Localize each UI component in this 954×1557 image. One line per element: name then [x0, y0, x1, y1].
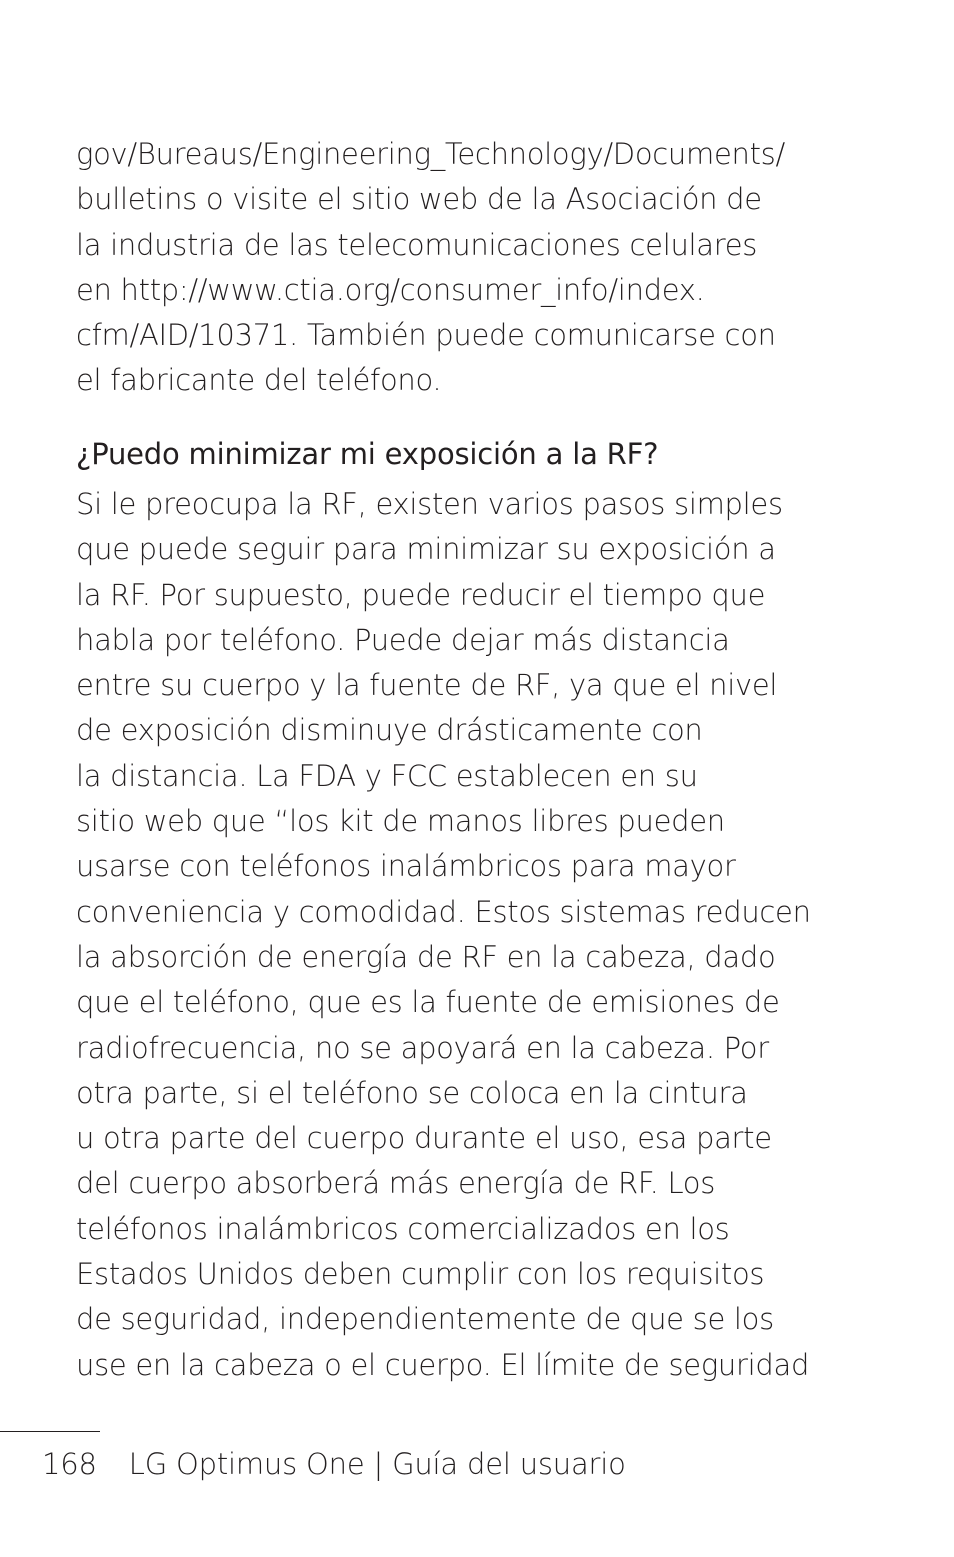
text-line: la distancia. La FDA y FCC establecen en su	[76, 758, 698, 793]
text-line: de exposición disminuye drásticamente con	[76, 713, 703, 748]
section-body-paragraph	[76, 482, 936, 1388]
text-line: u otra parte del cuerpo durante el uso, esa parte	[76, 1121, 772, 1156]
text-line: entre su cuerpo y la fuente de RF, ya que el nivel	[76, 668, 778, 703]
text-line: que el teléfono, que es la fuente de emisiones de	[76, 985, 780, 1020]
section-heading: ¿Puedo minimizar mi exposición a la RF?	[76, 437, 659, 471]
text-line: en http://www.ctia.org/consumer_info/index.	[76, 272, 705, 307]
text-line: Si le preocupa la RF, existen varios pasos simples	[76, 487, 783, 521]
text-line: habla por teléfono. Puede dejar más distancia	[76, 622, 730, 657]
text-line: la industria de las telecomunicaciones celulares	[76, 227, 758, 262]
text-line: gov/Bureaus/Engineering_Technology/Documents/	[76, 137, 785, 171]
text-line: use en la cabeza o el cuerpo. El límite de seguridad	[76, 1347, 810, 1382]
intro-paragraph	[76, 132, 936, 404]
text-line: sitio web que “los kit de manos libres pueden	[76, 804, 725, 839]
text-line: de seguridad, independientemente de que se los	[76, 1302, 774, 1337]
text-line: usarse con teléfonos inalámbricos para mayor	[76, 849, 736, 884]
text-line: radiofrecuencia, no se apoyará en la cabeza. Por	[76, 1030, 769, 1065]
page-footer	[42, 1440, 626, 1488]
text-line: conveniencia y comodidad. Estos sistemas reducen	[76, 894, 811, 929]
text-line: otra parte, si el teléfono se coloca en la cintura	[76, 1075, 748, 1110]
text-line: bulletins o visite el sitio web de la Asociación de	[76, 182, 762, 217]
text-line: Estados Unidos deben cumplir con los requisitos	[76, 1257, 765, 1292]
text-line: teléfonos inalámbricos comercializados en los	[76, 1211, 730, 1246]
text-line: el fabricante del teléfono.	[76, 363, 442, 398]
text-line: la RF. Por supuesto, puede reducir el tiempo que	[76, 577, 766, 612]
text-line: que puede seguir para minimizar su exposición a	[76, 532, 776, 567]
text-line: la absorción de energía de RF en la cabeza, dado	[76, 939, 776, 974]
footer-title: LG Optimus One | Guía del usuario	[128, 1447, 626, 1481]
page-number: 168	[42, 1447, 97, 1481]
text-line: del cuerpo absorberá más energía de RF. Los	[76, 1166, 716, 1201]
text-line: cfm/AID/10371. También puede comunicarse con	[76, 318, 776, 353]
footer-divider	[0, 1431, 100, 1432]
